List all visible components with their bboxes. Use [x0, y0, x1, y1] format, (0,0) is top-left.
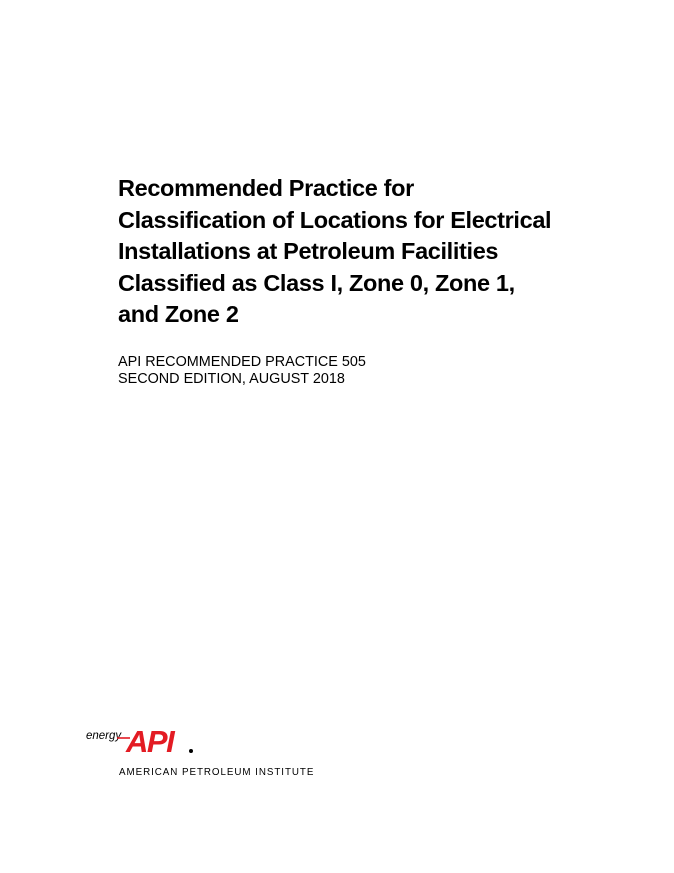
document-edition: SECOND EDITION, AUGUST 2018 — [118, 371, 345, 387]
title-line-5: and Zone 2 — [118, 301, 239, 327]
title-line-4: Classified as Class I, Zone 0, Zone 1, — [118, 269, 515, 296]
document-designation: API RECOMMENDED PRACTICE 505 — [118, 354, 366, 370]
title-line-2: Classification of Locations for Electrical — [118, 206, 552, 233]
title-line-3: Installations at Petroleum Facilities — [118, 238, 499, 264]
title-line-1: Recommended Practice for — [118, 175, 414, 201]
logo-tagline: energy — [86, 730, 122, 742]
api-energy-logo-icon — [84, 718, 324, 766]
document-subtitle — [118, 354, 538, 388]
organization-name: AMERICAN PETROLEUM INSTITUTE — [119, 767, 315, 778]
document-title — [118, 173, 638, 331]
logo-registered-dot — [189, 749, 193, 753]
logo-mark: API — [126, 724, 174, 759]
